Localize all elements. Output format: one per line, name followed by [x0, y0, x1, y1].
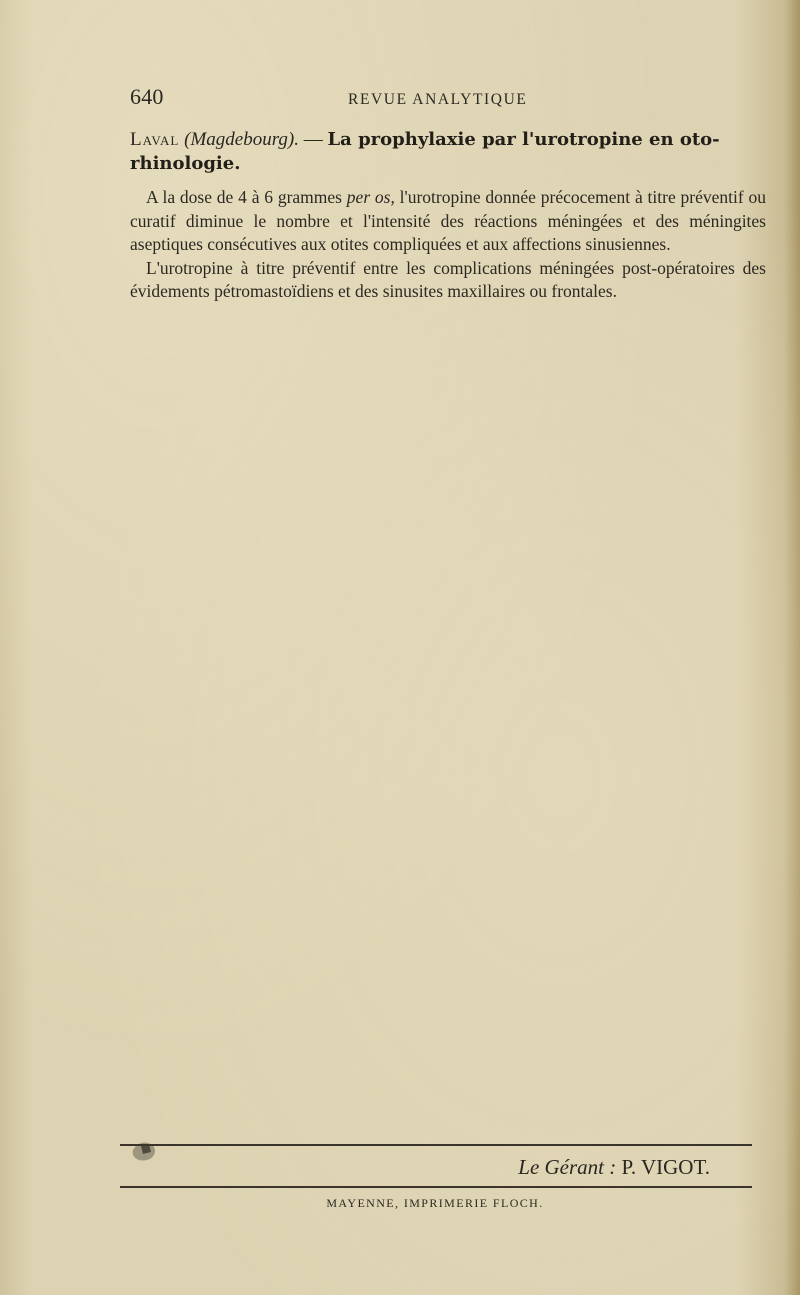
heading-dash: — — [303, 129, 323, 150]
footer-rule-bottom — [120, 1186, 752, 1188]
running-title: REVUE ANALYTIQUE — [348, 91, 528, 108]
article-title: La prophylaxie par l'urotropine en oto-rhinologie. — [130, 129, 720, 174]
printer-imprint: MAYENNE, IMPRIMERIE FLOCH. — [326, 1196, 544, 1210]
paragraph-1-end: l'urotropine donnée précocement à titre préventif ou curatif diminue le nombre et l'intensité des réactions méningées et des méningites aseptiques consécutives aux otites compliquées et aux affections sinusiennes. — [130, 187, 766, 255]
manager-label: Le Gérant : — [518, 1155, 617, 1179]
article-body — [130, 186, 766, 304]
manager-name: P. VIGOT. — [621, 1155, 710, 1179]
ink-blot-mark — [127, 1136, 165, 1166]
paragraph-1-italic: per os, — [346, 187, 395, 207]
paragraph-1 — [130, 186, 766, 257]
article-place: (Magdebourg). — [184, 129, 299, 150]
manager-line — [518, 1155, 710, 1180]
footer-rule-top — [120, 1144, 752, 1146]
page-number: 640 — [130, 84, 164, 109]
article-heading — [130, 128, 770, 176]
paragraph-2: L'urotropine à titre préventif entre les complications méningées post-opératoires des évidements pétromastoïdiens et des sinusites maxillaires ou frontales. — [130, 257, 766, 302]
article-author: Laval — [130, 129, 180, 150]
paragraph-1-start: A la dose de 4 à 6 grammes — [146, 187, 347, 207]
